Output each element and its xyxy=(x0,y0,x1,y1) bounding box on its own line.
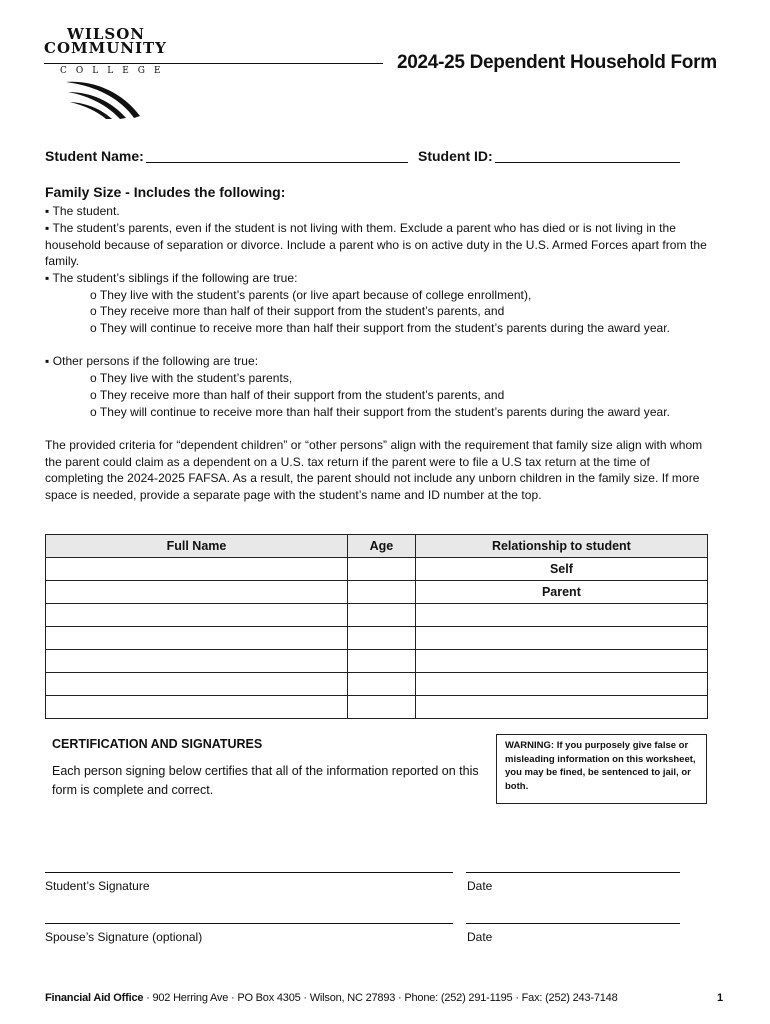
bullet-other-persons: ▪ Other persons if the following are true: xyxy=(45,354,259,368)
bullet-student: ▪ The student. xyxy=(45,204,120,218)
table-row xyxy=(46,650,708,673)
spouse-signature-label: Spouse’s Signature (optional) xyxy=(45,930,203,944)
page-number: 1 xyxy=(717,992,724,1004)
student-date-line[interactable] xyxy=(466,872,680,873)
warning-box: WARNING: If you purposely give false or misleading information on this worksheet, you may be fined, be sentenced to jail, or both. xyxy=(496,734,707,804)
table-row xyxy=(46,696,708,719)
relationship-cell[interactable] xyxy=(415,627,707,650)
student-signature-label: Student’s Signature xyxy=(45,879,150,893)
full-name-cell[interactable] xyxy=(46,650,348,673)
header-relationship: Relationship to student xyxy=(415,535,707,558)
age-cell[interactable] xyxy=(347,581,415,604)
full-name-cell[interactable] xyxy=(46,604,348,627)
logo-community-text: COMMUNITY xyxy=(44,39,167,57)
relationship-cell[interactable] xyxy=(415,673,707,696)
household-table xyxy=(45,534,708,719)
logo-wilson-text: WILSON xyxy=(67,25,146,43)
full-name-cell[interactable] xyxy=(46,558,348,581)
student-signature-line[interactable] xyxy=(45,872,453,873)
footer-details: · 902 Herring Ave · PO Box 4305 · Wilson, NC 27893 · Phone: (252) 291-1195 · Fax: (252) 243-7148 xyxy=(143,992,618,1004)
table-row xyxy=(46,673,708,696)
student-date-label: Date xyxy=(467,879,493,893)
full-name-cell[interactable] xyxy=(46,696,348,719)
age-cell[interactable] xyxy=(347,558,415,581)
age-cell[interactable] xyxy=(347,650,415,673)
spouse-date-line[interactable] xyxy=(466,923,680,924)
student-name-field[interactable] xyxy=(146,162,408,163)
logo-rule xyxy=(44,63,383,64)
closing-paragraph: The provided criteria for “dependent children” or “other persons” align with the requirement that family size align with whom the parent could claim as a dependent on a U.S. tax return if the parent were to file a U.S tax return at the time of completing the 2024-2025 FAFSA. As a result, the parent should not include any unborn children in the family size. If more space is needed, provide a separate page with the student’s name and ID number at the top. xyxy=(45,438,703,503)
footer-contact xyxy=(45,992,618,1004)
form-title: 2024-25 Dependent Household Form xyxy=(397,52,717,73)
age-cell[interactable] xyxy=(347,696,415,719)
other-criterion: o They receive more than half of their support from the student’s parents, and xyxy=(90,388,505,402)
table-row xyxy=(46,604,708,627)
relationship-cell[interactable] xyxy=(415,650,707,673)
sibling-criterion: o They will continue to receive more than half their support from the student’s parents during the award year. xyxy=(90,321,671,335)
age-cell[interactable] xyxy=(347,673,415,696)
student-name-label: Student Name: xyxy=(45,148,144,164)
other-criterion: o They live with the student’s parents, xyxy=(90,371,293,385)
age-cell[interactable] xyxy=(347,627,415,650)
table-header-row xyxy=(46,535,708,558)
relationship-cell[interactable] xyxy=(415,696,707,719)
certification-text: Each person signing below certifies that all of the information reported on this form is complete and correct. xyxy=(52,764,479,797)
family-size-heading: Family Size - Includes the following: xyxy=(45,184,286,200)
student-id-label: Student ID: xyxy=(418,148,493,164)
logo-swoosh-icon xyxy=(64,78,144,120)
relationship-cell[interactable]: Self xyxy=(415,558,707,581)
relationship-cell[interactable] xyxy=(415,604,707,627)
logo-college-text: COLLEGE xyxy=(60,66,170,76)
student-id-field[interactable] xyxy=(495,162,680,163)
sibling-criterion: o They receive more than half of their support from the student’s parents, and xyxy=(90,304,505,318)
footer-office: Financial Aid Office xyxy=(45,992,144,1004)
full-name-cell[interactable] xyxy=(46,627,348,650)
age-cell[interactable] xyxy=(347,604,415,627)
table-row xyxy=(46,627,708,650)
table-row xyxy=(46,581,708,604)
bullet-siblings: ▪ The student’s siblings if the following are true: xyxy=(45,271,298,285)
full-name-cell[interactable] xyxy=(46,673,348,696)
spouse-date-label: Date xyxy=(467,930,493,944)
spouse-signature-line[interactable] xyxy=(45,923,453,924)
full-name-cell[interactable] xyxy=(46,581,348,604)
table-row xyxy=(46,558,708,581)
other-criterion: o They will continue to receive more than half their support from the student’s parents during the award year. xyxy=(90,405,671,419)
sibling-criterion: o They live with the student’s parents (or live apart because of college enrollment), xyxy=(90,288,532,302)
header-age: Age xyxy=(347,535,415,558)
relationship-cell[interactable]: Parent xyxy=(415,581,707,604)
bullet-parents: ▪ The student’s parents, even if the student is not living with them. Exclude a parent who has died or is not living in the household because of separation or divorce. Include a parent who is on active duty in the U.S. Armed Forces apart from the family. xyxy=(45,221,707,269)
certification-title: CERTIFICATION AND SIGNATURES xyxy=(52,737,263,751)
header-full-name: Full Name xyxy=(46,535,348,558)
